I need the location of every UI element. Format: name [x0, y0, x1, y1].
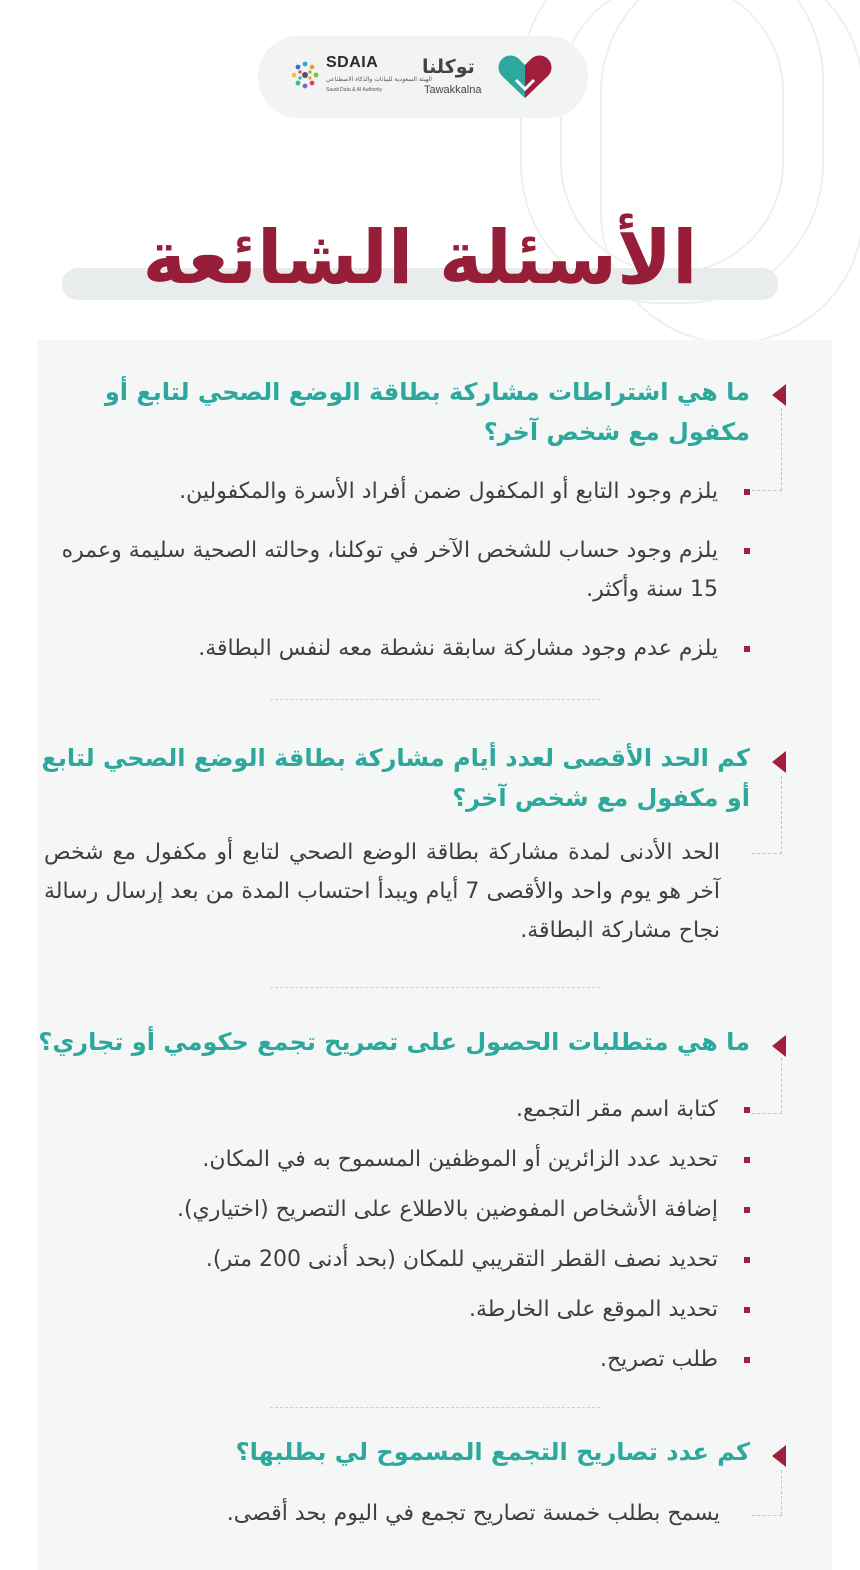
sdaia-subtitle-ar: الهيئة السعودية للبيانات والذكاء الاصطناعي: [326, 76, 432, 83]
section-divider: [270, 987, 600, 988]
answer-item: كتابة اسم مقر التجمع.: [60, 1090, 750, 1129]
page-title: الأسئلة الشائعة: [142, 215, 698, 301]
section-divider: [270, 1407, 600, 1408]
faq-question-2: كم الحد الأقصى لعدد أيام مشاركة بطاقة الوضع الصحي لتابع أو مكفول مع شخص آخر؟: [41, 744, 750, 812]
connector-line: [781, 408, 782, 490]
sdaia-name: SDAIA: [326, 54, 379, 71]
answer-item: تحديد عدد الزائرين أو الموظفين المسموح به في المكان.: [60, 1140, 750, 1179]
faq-question-3: ما هي متطلبات الحصول على تصريح تجمع حكومي أو تجاري؟: [38, 1028, 750, 1056]
faq-question-1: ما هي اشتراطات مشاركة بطاقة الوضع الصحي لتابع أو مكفول مع شخص آخر؟: [104, 378, 750, 446]
question-marker-icon: [770, 1445, 786, 1467]
faq-question-4: كم عدد تصاريح التجمع المسموح لي بطلبها؟: [235, 1438, 750, 1466]
answer-item: يلزم وجود التابع أو المكفول ضمن أفراد الأسرة والمكفولين.: [60, 472, 750, 511]
logo-bar: [258, 36, 588, 118]
tawakkalna-name-en: Tawakkalna: [424, 84, 482, 96]
answer-item: يلزم وجود حساب للشخص الآخر في توكلنا، وحالته الصحية سليمة وعمره 15 سنة وأكثر.: [60, 531, 750, 609]
question-marker-icon: [770, 1035, 786, 1057]
tawakkalna-logo-icon: [496, 50, 554, 102]
answer-item: تحديد الموقع على الخارطة.: [60, 1290, 750, 1329]
answer-item: إضافة الأشخاص المفوضين بالاطلاع على التصريح (اختياري).: [60, 1190, 750, 1229]
connector-line: [752, 853, 782, 854]
connector-line: [781, 776, 782, 854]
connector-line: [752, 490, 782, 491]
faq-answer-list-3: [60, 1090, 750, 1379]
faq-answer-4: يسمح بطلب خمسة تصاريح تجمع في اليوم بحد أقصى.: [226, 1501, 720, 1526]
faq-answer-2: الحد الأدنى لمدة مشاركة بطاقة الوضع الصحي لتابع أو مكفول مع شخص آخر هو يوم واحد والأقصى 7 أيام ويبدأ احتساب المدة من بعد إرسال رسالة نجاح مشاركة البطاقة.: [44, 840, 720, 943]
connector-line: [781, 1058, 782, 1113]
question-marker-icon: [770, 384, 786, 406]
faq-answer-list-1: [60, 472, 750, 668]
answer-item: طلب تصريح.: [60, 1340, 750, 1379]
sdaia-logo-icon: [290, 60, 320, 90]
connector-line: [752, 1515, 782, 1516]
question-marker-icon: [770, 751, 786, 773]
connector-line: [752, 1113, 782, 1114]
connector-line: [781, 1470, 782, 1515]
answer-item: تحديد نصف القطر التقريبي للمكان (بحد أدنى 200 متر).: [60, 1240, 750, 1279]
section-divider: [270, 699, 600, 700]
sdaia-subtitle-en: Saudi Data & AI Authority: [326, 87, 383, 93]
answer-item: يلزم عدم وجود مشاركة سابقة نشطة معه لنفس البطاقة.: [60, 629, 750, 668]
tawakkalna-name-ar: توكلنا: [422, 56, 475, 78]
